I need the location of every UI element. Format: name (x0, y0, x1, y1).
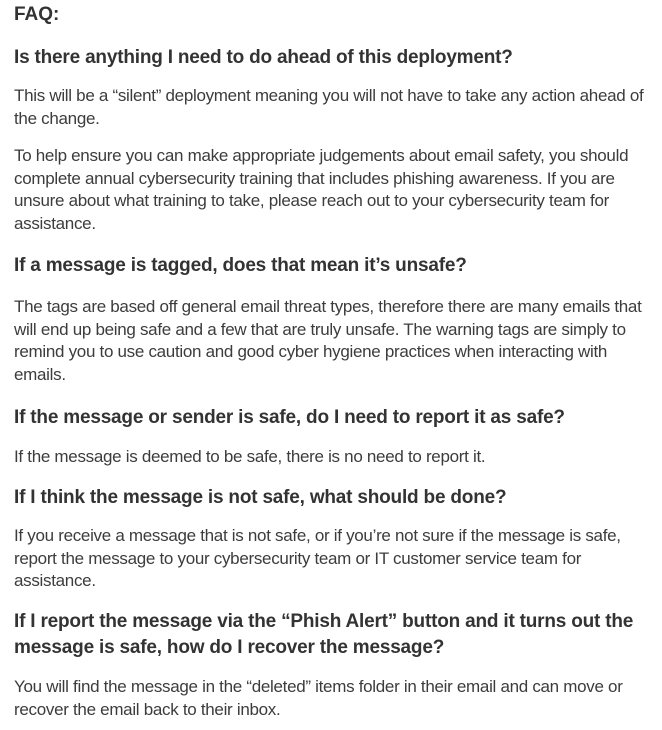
faq-question-4: If I think the message is not safe, what should be done? (14, 487, 507, 508)
faq-question-3: If the message or sender is safe, do I need to report it as safe? (14, 407, 565, 428)
faq-answer-3: If the message is deemed to be safe, there is no need to report it. (14, 447, 486, 466)
faq-answer-1b: To help ensure you can make appropriate judgements about email safety, you should complete annual cybersecurity training that includes phishing awareness. If you are unsure about what training to take, please reach out to your cybersecurity team for assistance. (14, 146, 629, 233)
faq-question-5: If I report the message via the “Phish Alert” button and it turns out the message is safe, how do I recover the message? (14, 611, 634, 658)
faq-title: FAQ: (14, 4, 60, 25)
faq-answer-2: The tags are based off general email threat types, therefore there are many emails that will end up being safe and a few that are truly unsafe. The warning tags are simply to remind you to use caution and good cyber hygiene practices when interacting with emails. (14, 297, 642, 384)
faq-question-2: If a message is tagged, does that mean it’s unsafe? (14, 255, 467, 276)
faq-question-1: Is there anything I need to do ahead of this deployment? (14, 47, 513, 68)
faq-answer-1a: This will be a “silent” deployment meaning you will not have to take any action ahead of the change. (14, 86, 644, 128)
faq-answer-5: You will find the message in the “deleted” items folder in their email and can move or recover the email back to their inbox. (14, 677, 623, 719)
faq-answer-4: If you receive a message that is not safe, or if you’re not sure if the message is safe, report the message to your cybersecurity team or IT customer service team for assistance. (14, 526, 621, 590)
